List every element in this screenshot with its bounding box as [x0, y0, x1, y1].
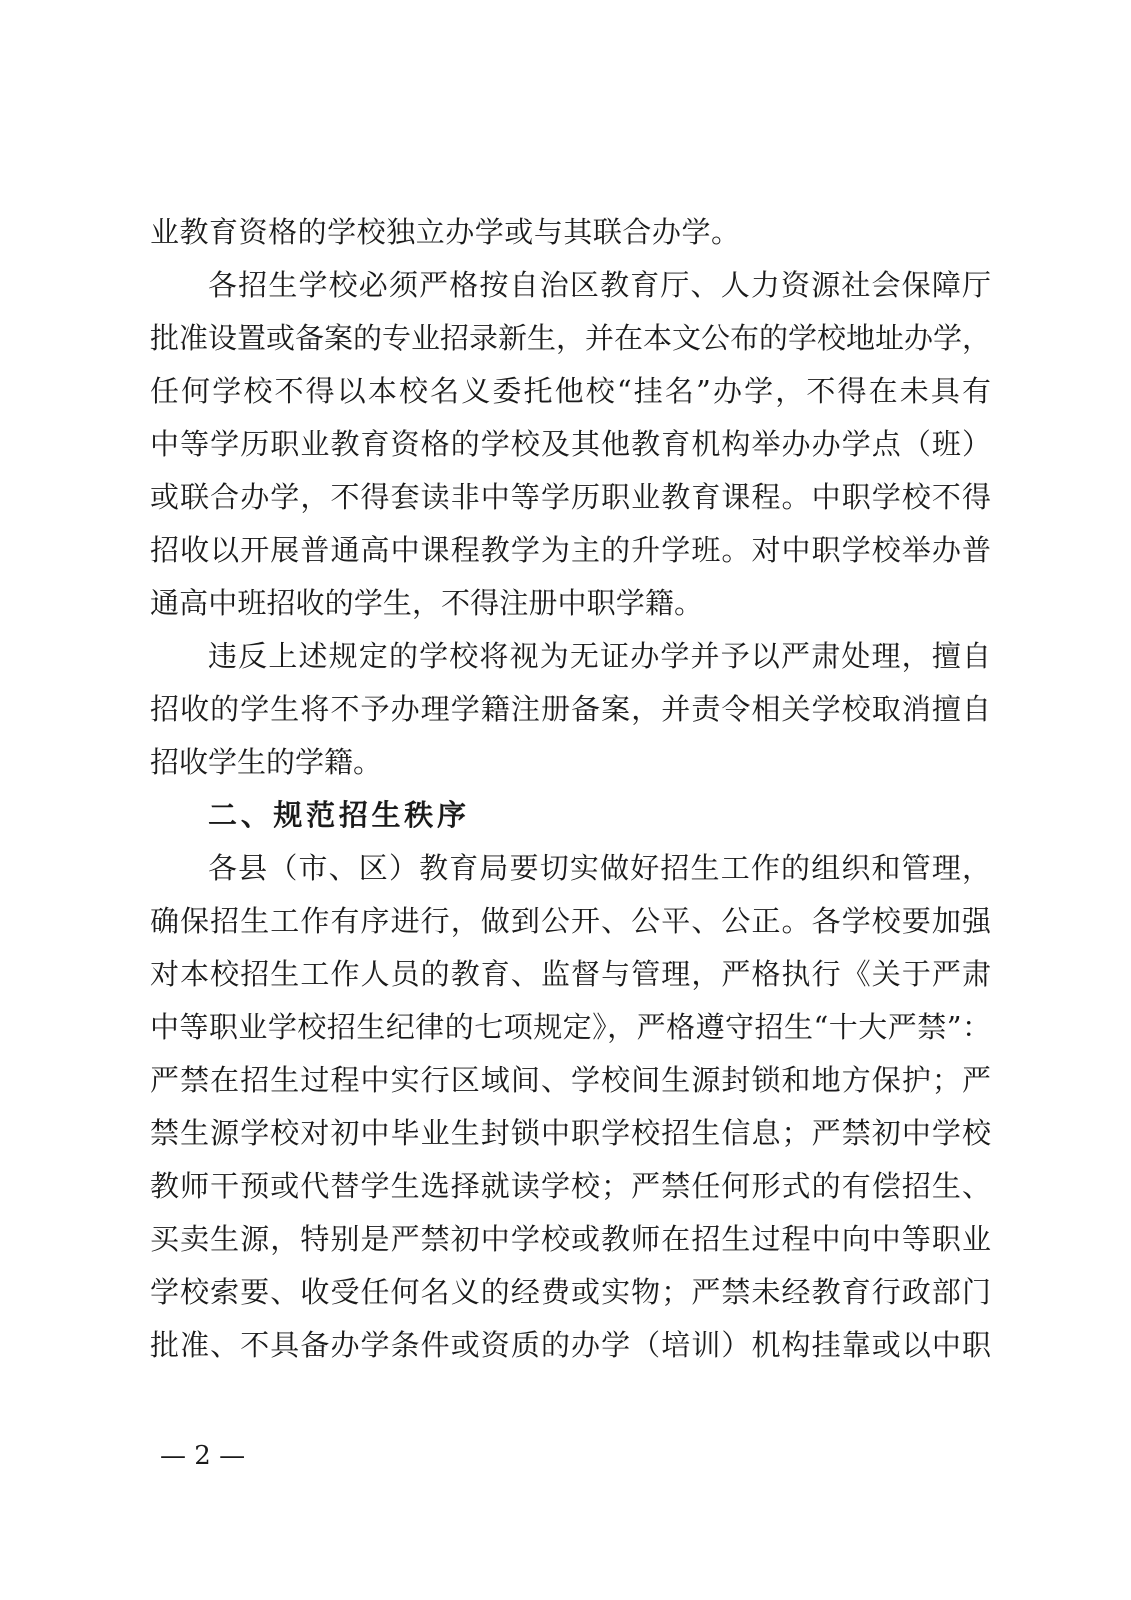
- text-line-6: [0, 469, 1131, 525]
- text-line-15: [0, 946, 1131, 1002]
- paragraph-2-line-6: 招收以开展普通高中课程教学为主的升学班。对中职学校举办普: [150, 533, 991, 567]
- paragraph-4-line-1: 各县（市、区）教育局要切实做好招生工作的组织和管理，: [208, 851, 991, 885]
- text-line-18: [0, 1105, 1131, 1161]
- text-line-1: [0, 204, 1131, 260]
- text-line-3: [0, 310, 1131, 366]
- paragraph-2-line-3: 任何学校不得以本校名义委托他校“挂名”办学，不得在未具有: [150, 374, 991, 408]
- text-line-9: [0, 628, 1131, 684]
- text-line-20: [0, 1211, 1131, 1267]
- text-line-14: [0, 893, 1131, 949]
- paragraph-2-line-7: 通高中班招收的学生，不得注册中职学籍。: [150, 586, 703, 620]
- paragraph-4-line-5: 严禁在招生过程中实行区域间、学校间生源封锁和地方保护；严: [150, 1063, 991, 1097]
- text-line-22: [0, 1317, 1131, 1373]
- text-line-10: [0, 681, 1131, 737]
- text-line-4: [0, 363, 1131, 419]
- text-line-2: [0, 257, 1131, 313]
- paragraph-3-line-3: 招收学生的学籍。: [150, 745, 383, 779]
- paragraph-2-line-2: 批准设置或备案的专业招录新生，并在本文公布的学校地址办学，: [150, 321, 992, 355]
- text-line-8: [0, 575, 1131, 631]
- paragraph-4-line-9: 学校索要、收受任何名义的经费或实物；严禁未经教育行政部门: [150, 1275, 991, 1309]
- text-line-17: [0, 1052, 1131, 1108]
- paragraph-4-line-6: 禁生源学校对初中毕业生封锁中职学校招生信息；严禁初中学校: [150, 1116, 991, 1150]
- paragraph-2-line-4: 中等学历职业教育资格的学校及其他教育机构举办办学点（班）: [150, 427, 991, 461]
- paragraph-4-line-10: 批准、不具备办学条件或资质的办学（培训）机构挂靠或以中职: [150, 1328, 991, 1362]
- text-line-19: [0, 1158, 1131, 1214]
- paragraph-1-end: 业教育资格的学校独立办学或与其联合办学。: [150, 215, 740, 249]
- text-line-16: [0, 999, 1131, 1055]
- text-line-7: [0, 522, 1131, 578]
- text-line-13: [0, 840, 1131, 896]
- paragraph-4-line-7: 教师干预或代替学生选择就读学校；严禁任何形式的有偿招生、: [150, 1169, 991, 1203]
- text-line-21: [0, 1264, 1131, 1320]
- paragraph-2-line-1: 各招生学校必须严格按自治区教育厅、人力资源社会保障厅: [208, 268, 991, 302]
- page-number: — 2 —: [160, 1441, 246, 1471]
- paragraph-4-line-4: 中等职业学校招生纪律的七项规定》，严格遵守招生“十大严禁”：: [150, 1010, 991, 1044]
- paragraph-4-line-3: 对本校招生工作人员的教育、监督与管理，严格执行《关于严肃: [150, 957, 991, 991]
- section-heading-text: 二、规范招生秩序: [208, 798, 466, 832]
- text-line-5: [0, 416, 1131, 472]
- paragraph-3-line-2: 招收的学生将不予办理学籍注册备案，并责令相关学校取消擅自: [150, 692, 991, 726]
- paragraph-4-line-2: 确保招生工作有序进行，做到公开、公平、公正。各学校要加强: [150, 904, 991, 938]
- section-heading: [0, 787, 1131, 843]
- paragraph-4-line-8: 买卖生源，特别是严禁初中学校或教师在招生过程中向中等职业: [150, 1222, 991, 1256]
- paragraph-2-line-5: 或联合办学，不得套读非中等学历职业教育课程。中职学校不得: [150, 480, 991, 514]
- text-line-11: [0, 734, 1131, 790]
- paragraph-3-line-1: 违反上述规定的学校将视为无证办学并予以严肃处理，擅自: [208, 639, 991, 673]
